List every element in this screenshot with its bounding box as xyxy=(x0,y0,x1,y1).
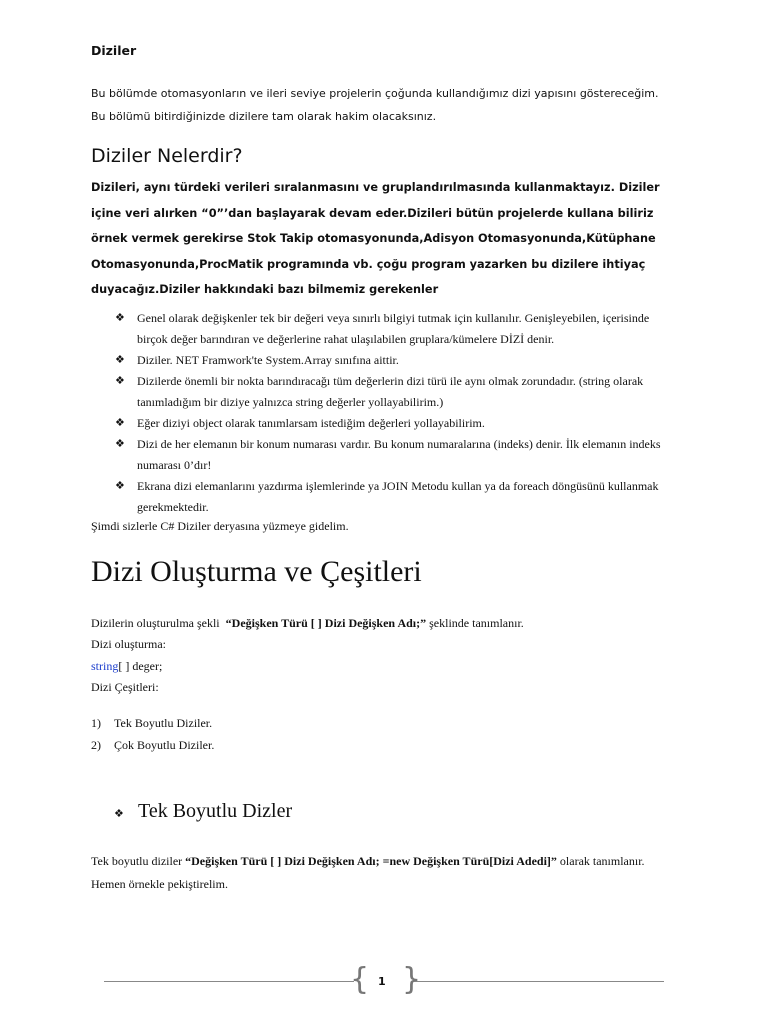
creation-label: Dizi oluşturma: xyxy=(91,637,166,651)
diamond-bullet-icon: ❖ xyxy=(114,808,124,820)
right-brace-icon: } xyxy=(402,962,422,997)
types-list xyxy=(91,712,214,756)
diamond-bullet-icon: ❖ xyxy=(115,312,125,324)
list-item xyxy=(91,350,681,371)
tek-boyutlu-paragraph xyxy=(91,850,651,896)
diamond-bullet-icon: ❖ xyxy=(115,354,125,366)
tek-suffix: olarak tanımlanır. Hemen örnekle pekiştirelim. xyxy=(91,854,645,891)
intro-paragraph: Bu bölümde otomasyonların ve ileri seviye projelerin çoğunda kullandığımız dizi yapısını göstereceğim. Bu bölümü bitirdiğinizde dizilere tam olarak hakim olacaksınız. xyxy=(91,87,659,123)
code-rest: [ ] deger; xyxy=(118,659,163,673)
diamond-bullet-icon: ❖ xyxy=(115,480,125,492)
left-brace-icon: { xyxy=(350,962,370,997)
list-item xyxy=(91,413,681,434)
list-item-text: Çok Boyutlu Diziler. xyxy=(114,738,215,752)
tek-syntax: “Değişken Türü [ ] Dizi Değişken Adı; =new Değişken Türü[Dizi Adedi]” xyxy=(185,854,557,868)
list-item-text: Dizilerde önemli bir nokta barındıracağı tüm değerlerin dizi türü ile aynı olmak zorundadır. (string olarak tanımladığım bir diziye yalnızca string değerler yollayabilirim.) xyxy=(137,374,644,409)
code-keyword: string xyxy=(91,659,119,673)
document-title: Diziler xyxy=(91,43,137,58)
list-item-text: Genel olarak değişkenler tek bir değeri veya sınırlı bilgiyi tutmak için kullanılır. Genişleyebilen, içerisinde birçok değer barındıran ve değerlerine rahat ulaşılabilen gruplara/kümelere DİZİ denir. xyxy=(137,311,650,346)
section-heading-text: Tek Boyutlu Dizler xyxy=(138,800,293,822)
creation-syntax: “Değişken Türü [ ] Dizi Değişken Adı;” xyxy=(225,616,427,630)
page-number: 1 xyxy=(378,975,386,988)
section-lead-paragraph: Dizileri, aynı türdeki verileri sıralanmasını ve gruplandırılmasında kullanmaktayız. Diziler içine veri alırken “0”’dan başlayarak devam eder.Dizileri bütün projelerde kullana biliriz örnek vermek gerekirse Stok Takip otomasyonunda,Adisyon Otomasyonunda,Kütüphane Otomasyonunda,ProcMatik programında vb. çoğu program yazarken bu dizilere ihtiyaç duyacağız.Diziler hakkındaki bazı bilmemiz gerekenler xyxy=(91,181,660,296)
code-example xyxy=(91,659,162,674)
creation-suffix: şeklinde tanımlanır. xyxy=(429,616,524,630)
list-item xyxy=(91,734,214,756)
list-item xyxy=(91,371,681,413)
list-number: 1) xyxy=(91,716,101,730)
list-item xyxy=(91,434,681,476)
creation-syntax-line xyxy=(91,616,524,631)
section-heading-diziler-nelerdir: Diziler Nelerdir? xyxy=(91,145,243,167)
section-heading-dizi-olusturma: Dizi Oluşturma ve Çeşitleri xyxy=(91,555,422,588)
diamond-bullet-icon: ❖ xyxy=(115,438,125,450)
section-heading-tek-boyutlu xyxy=(114,800,292,823)
list-item-text: Eğer diziyi object olarak tanımlarsam istediğim değerleri yollayabilirim. xyxy=(137,416,485,430)
diamond-bullet-icon: ❖ xyxy=(115,375,125,387)
list-number: 2) xyxy=(91,738,101,752)
bullet-list xyxy=(91,308,681,518)
outro-line: Şimdi sizlerle C# Diziler deryasına yüzmeye gidelim. xyxy=(91,519,349,533)
list-item xyxy=(91,712,214,734)
list-item xyxy=(91,308,681,350)
list-item-text: Diziler. NET Framwork'te System.Array sınıfına aittir. xyxy=(137,353,399,367)
diamond-bullet-icon: ❖ xyxy=(115,417,125,429)
list-item xyxy=(91,476,681,518)
list-item-text: Ekrana dizi elemanlarını yazdırma işlemlerinde ya JOIN Metodu kullan ya da foreach döngüsünü kullanmak gerekmektedir. xyxy=(137,479,659,514)
types-label: Dizi Çeşitleri: xyxy=(91,680,159,694)
list-item-text: Dizi de her elemanın bir konum numarası vardır. Bu konum numaralarına (indeks) denir. İlk elemanın indeks numarası 0’dır! xyxy=(137,437,661,472)
creation-prefix: Dizilerin oluşturulma şekli xyxy=(91,616,220,630)
tek-prefix: Tek boyutlu diziler xyxy=(91,854,183,868)
list-item-text: Tek Boyutlu Diziler. xyxy=(114,716,213,730)
